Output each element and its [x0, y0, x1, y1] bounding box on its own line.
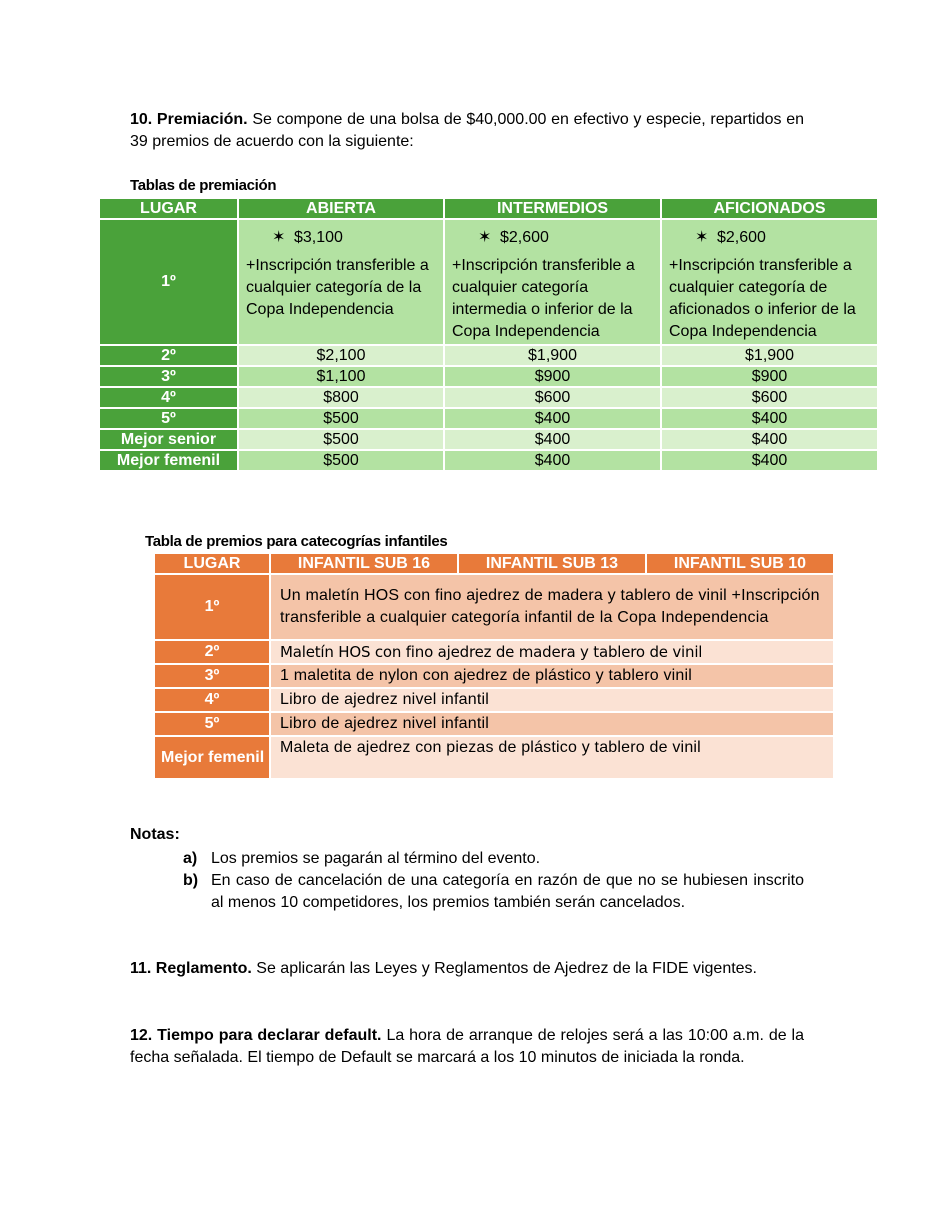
prize-value: $400: [444, 450, 661, 471]
prize-value: $900: [661, 366, 878, 387]
header-aficionados: AFICIONADOS: [661, 198, 878, 219]
prize-description: Un maletín HOS con fino ajedrez de madera y tablero de vinil +Inscripción transferible a cualquier categoría infantil de la Copa Independencia: [270, 574, 834, 640]
prize-value: $400: [444, 408, 661, 429]
place-label: 3º: [99, 366, 238, 387]
table-row: [154, 712, 834, 736]
asterisk-icon: ✶: [478, 229, 492, 246]
note-text: En caso de cancelación de una categoría en razón de que no se hubiesen inscrito al menos 10 competidores, los premios también serán cancelados.: [211, 872, 804, 911]
prize-description: +Inscripción transferible a cualquier categoría intermedia o inferior de la Copa Independencia: [452, 257, 635, 340]
prize-value: $400: [661, 429, 878, 450]
table-row: [99, 408, 878, 429]
table-row: [154, 574, 834, 640]
prize-value: $1,900: [661, 345, 878, 366]
place-label: 2º: [154, 640, 270, 664]
header-abierta: ABIERTA: [238, 198, 444, 219]
prize-value: $600: [444, 387, 661, 408]
table-row: [154, 640, 834, 664]
prize-amount: $2,600: [717, 229, 766, 246]
prize-value: $400: [661, 450, 878, 471]
prize-description: Maletín HOS con fino ajedrez de madera y tablero de vinil: [270, 640, 834, 664]
header-intermedios: INTERMEDIOS: [444, 198, 661, 219]
prize-value: $800: [238, 387, 444, 408]
first-place-row: [99, 219, 878, 345]
section-11-paragraph: [130, 958, 804, 980]
table-row: [154, 736, 834, 779]
table-row: [99, 345, 878, 366]
place-label: Mejor femenil: [154, 736, 270, 779]
notes-heading: Notas:: [130, 826, 180, 843]
header-sub10: INFANTIL SUB 10: [646, 553, 834, 574]
prize-description: Maleta de ajedrez con piezas de plástico y tablero de vinil: [270, 736, 834, 779]
note-item-b: [183, 870, 804, 914]
prize-value: $500: [238, 429, 444, 450]
table-row: [154, 688, 834, 712]
asterisk-icon: ✶: [695, 229, 709, 246]
general-table-caption: Tablas de premiación: [130, 177, 277, 194]
prize-description: 1 maletita de nylon con ajedrez de plástico y tablero vinil: [270, 664, 834, 688]
section-10-paragraph: [130, 109, 804, 153]
general-prize-table: [98, 197, 879, 472]
table-row: [99, 450, 878, 471]
prize-description: +Inscripción transferible a cualquier categoría de aficionados o inferior de la Copa Independencia: [669, 257, 856, 340]
header-sub16: INFANTIL SUB 16: [270, 553, 458, 574]
place-label: 4º: [154, 688, 270, 712]
place-label: 2º: [99, 345, 238, 366]
header-sub13: INFANTIL SUB 13: [458, 553, 646, 574]
first-place-aficionados: [661, 219, 878, 345]
general-table-header-row: [99, 198, 878, 219]
prize-amount: $2,600: [500, 229, 549, 246]
prize-value: $500: [238, 408, 444, 429]
prize-value: $500: [238, 450, 444, 471]
prize-amount: $3,100: [294, 229, 343, 246]
prize-value: $400: [661, 408, 878, 429]
first-place-intermedios: [444, 219, 661, 345]
infantil-table-caption: Tabla de premios para catecogrías infantiles: [145, 533, 448, 550]
prize-value: $2,100: [238, 345, 444, 366]
asterisk-icon: ✶: [272, 229, 286, 246]
prize-value: $600: [661, 387, 878, 408]
infantil-table-header-row: [154, 553, 834, 574]
section-12-heading: 12. Tiempo para declarar default.: [130, 1027, 382, 1044]
prize-value: $1,100: [238, 366, 444, 387]
note-text: Los premios se pagarán al término del evento.: [211, 850, 541, 867]
place-label: Mejor femenil: [99, 450, 238, 471]
table-row: [99, 387, 878, 408]
place-label: Mejor senior: [99, 429, 238, 450]
section-10-heading: 10. Premiación.: [130, 111, 248, 128]
first-place-abierta: [238, 219, 444, 345]
place-label: 5º: [99, 408, 238, 429]
prize-description: +Inscripción transferible a cualquier categoría de la Copa Independencia: [246, 257, 429, 318]
place-label: 1º: [99, 219, 238, 345]
place-label: 4º: [99, 387, 238, 408]
table-row: [154, 664, 834, 688]
header-lugar: LUGAR: [154, 553, 270, 574]
table-row: [99, 429, 878, 450]
note-item-a: [183, 848, 804, 870]
place-label: 5º: [154, 712, 270, 736]
place-label: 3º: [154, 664, 270, 688]
place-label: 1º: [154, 574, 270, 640]
section-12-paragraph: [130, 1025, 804, 1069]
section-12-text: La hora de arranque de relojes será a las 10:00 a.m. de la fecha señalada. El tiempo de Default se marcará a los 10 minutos de iniciada la ronda.: [130, 1027, 805, 1066]
prize-description: Libro de ajedrez nivel infantil: [270, 712, 834, 736]
note-letter: b): [183, 872, 199, 889]
section-10-text: Se compone de una bolsa de $40,000.00 en efectivo y especie, repartidos en 39 premios de acuerdo con la siguiente:: [130, 111, 805, 150]
prize-description: Libro de ajedrez nivel infantil: [270, 688, 834, 712]
section-11-text: Se aplicarán las Leyes y Reglamentos de Ajedrez de la FIDE vigentes.: [256, 960, 757, 977]
section-11-heading: 11. Reglamento.: [130, 960, 252, 977]
table-row: [99, 366, 878, 387]
prize-value: $900: [444, 366, 661, 387]
note-letter: a): [183, 850, 198, 867]
header-lugar: LUGAR: [99, 198, 238, 219]
infantil-prize-table: [153, 552, 835, 780]
prize-value: $1,900: [444, 345, 661, 366]
prize-value: $400: [444, 429, 661, 450]
